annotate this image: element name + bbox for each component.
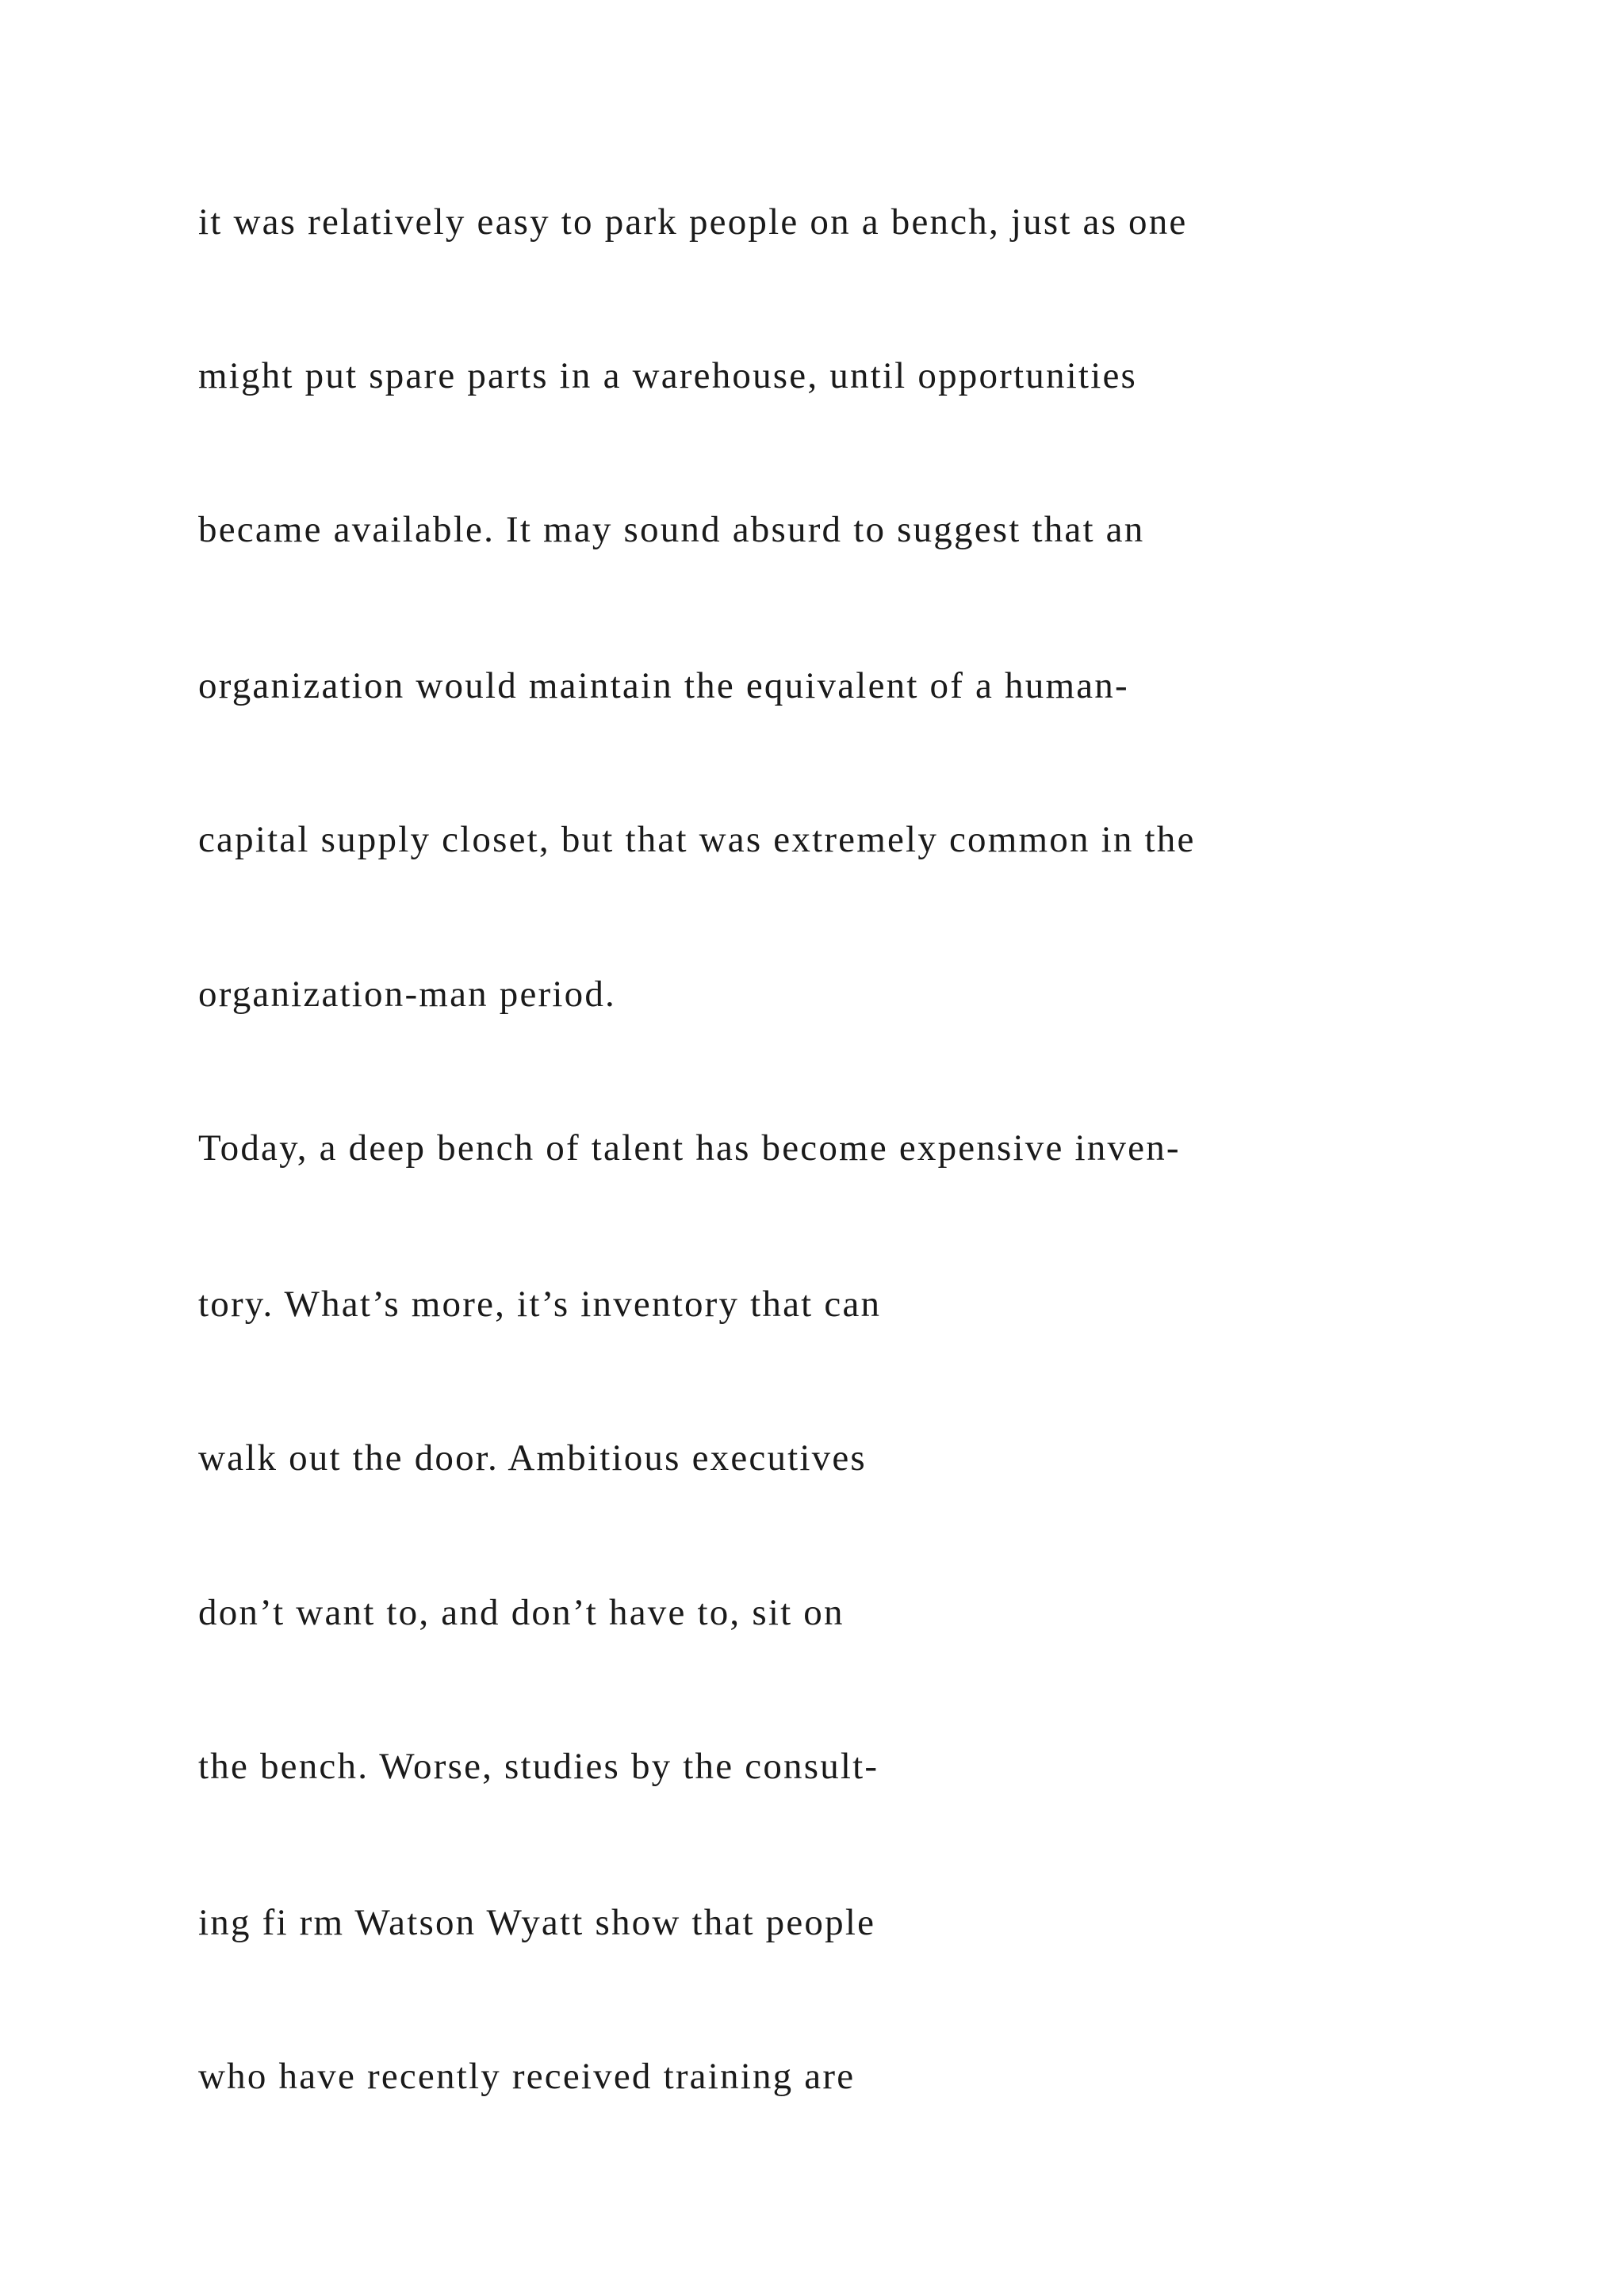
text-line: ing fi rm Watson Wyatt show that people [198, 1902, 876, 1943]
text-line: capital supply closet, but that was extremely common in the [198, 819, 1196, 860]
text-line: organization would maintain the equivalent of a human- [198, 665, 1129, 706]
text-line: organization-man period. [198, 974, 616, 1015]
text-line: became available. It may sound absurd to suggest that an [198, 509, 1145, 550]
text-line: tory. What’s more, it’s inventory that can [198, 1284, 882, 1325]
text-line: the bench. Worse, studies by the consult- [198, 1746, 879, 1787]
text-line: Today, a deep bench of talent has become expensive inven- [198, 1127, 1181, 1169]
text-line: walk out the door. Ambitious executives [198, 1437, 867, 1479]
text-line: don’t want to, and don’t have to, sit on [198, 1592, 845, 1633]
text-line: it was relatively easy to park people on a bench, just as one [198, 201, 1188, 243]
text-line: might put spare parts in a warehouse, until opportunities [198, 355, 1138, 396]
text-line: who have recently received training are [198, 2056, 856, 2097]
